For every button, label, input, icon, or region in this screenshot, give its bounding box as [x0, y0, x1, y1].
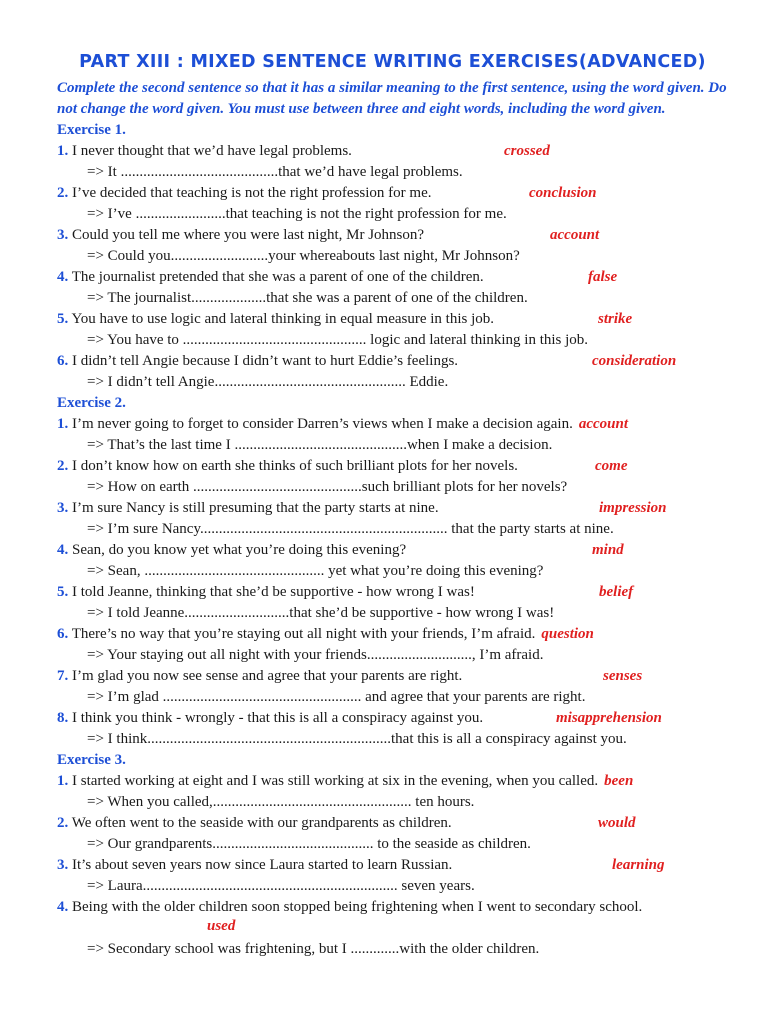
answer-line: => I’m glad ..................................................... and agree that your parents are right.: [87, 689, 586, 705]
answer-line: => I think.................................................................that this is all a conspiracy against you.: [87, 731, 627, 747]
question-number: 3.: [57, 857, 69, 873]
question-line: [57, 309, 728, 330]
question-sentence: There’s no way that you’re staying out all night with your friends, I’m afraid.: [71, 626, 536, 642]
keyword: would: [598, 815, 636, 831]
question-number: 4.: [57, 899, 69, 915]
question-number: 3.: [57, 500, 69, 516]
question-line: [57, 456, 728, 477]
answer-line: => I’ve ........................that teaching is not the right profession for me.: [87, 206, 507, 222]
exercise-heading: Exercise 2.: [57, 395, 126, 411]
question-sentence: The journalist pretended that she was a parent of one of the children.: [71, 269, 484, 285]
answer-line: => When you called,..................................................... ten hours.: [87, 794, 475, 810]
keyword: consideration: [592, 353, 677, 369]
keyword: account: [578, 416, 628, 432]
answer-line: => I told Jeanne............................that she’d be supportive - how wrong I was!: [87, 605, 555, 621]
answer-line: => Could you..........................your whereabouts last night, Mr Johnson?: [87, 248, 520, 264]
keyword: impression: [599, 500, 667, 516]
question-number: 1.: [57, 143, 69, 159]
question-number: 2.: [57, 815, 69, 831]
keyword: misapprehension: [556, 710, 662, 726]
keyword: come: [595, 458, 628, 474]
answer-line: => Laura.................................................................... seven years.: [87, 878, 475, 894]
question-line: [57, 141, 728, 162]
question-line: [57, 897, 728, 918]
question-number: 6.: [57, 626, 69, 642]
answer-line: => The journalist....................that she was a parent of one of the children.: [87, 290, 528, 306]
keyword: been: [604, 773, 634, 789]
question-sentence: It’s about seven years now since Laura started to learn Russian.: [72, 857, 453, 873]
exercise-heading: Exercise 1.: [57, 122, 126, 138]
exercise-heading: Exercise 3.: [57, 752, 126, 768]
answer-line: => Sean, ................................................ yet what you’re doing this evening?: [87, 563, 544, 579]
keyword: senses: [603, 668, 643, 684]
question-sentence: Could you tell me where you were last night, Mr Johnson?: [72, 227, 425, 243]
answer-line: => I didn’t tell Angie................................................... Eddie.: [87, 374, 449, 390]
keyword: conclusion: [529, 185, 597, 201]
keyword-row: [57, 918, 728, 939]
answer-line: => I’m sure Nancy.................................................................. that the party starts at nine.: [87, 521, 614, 537]
question-line: [57, 771, 728, 792]
question-sentence: I didn’t tell Angie because I didn’t want to hurt Eddie’s feelings.: [72, 353, 459, 369]
keyword: mind: [592, 542, 624, 558]
keyword: strike: [598, 311, 633, 327]
question-line: [57, 183, 728, 204]
question-line: [57, 540, 728, 561]
keyword: learning: [612, 857, 665, 873]
question-sentence: I’m glad you now see sense and agree that your parents are right.: [72, 668, 463, 684]
question-number: 2.: [57, 185, 69, 201]
answer-line: => It ..........................................that we’d have legal problems.: [87, 164, 463, 180]
question-sentence: I’m sure Nancy is still presuming that the party starts at nine.: [72, 500, 439, 516]
keyword: question: [541, 626, 594, 642]
keyword: belief: [599, 584, 634, 600]
page-title: PART XIII : MIXED SENTENCE WRITING EXERCISES(ADVANCED): [79, 52, 706, 72]
question-sentence: I think you think - wrongly - that this is all a conspiracy against you.: [72, 710, 484, 726]
keyword: account: [550, 227, 600, 243]
question-number: 1.: [57, 773, 69, 789]
question-number: 2.: [57, 458, 69, 474]
question-sentence: I’m never going to forget to consider Darren’s views when I make a decision again.: [72, 416, 573, 432]
question-number: 1.: [57, 416, 69, 432]
question-sentence: You have to use logic and lateral thinking in equal measure in this job.: [71, 311, 495, 327]
answer-line: => Secondary school was frightening, but I .............with the older children.: [87, 941, 540, 957]
keyword: used: [207, 918, 236, 934]
question-sentence: I started working at eight and I was still working at six in the evening, when you called.: [72, 773, 599, 789]
question-line: [57, 582, 728, 603]
keyword: false: [588, 269, 618, 285]
question-sentence: Being with the older children soon stopped being frightening when I went to secondary school.: [72, 899, 643, 915]
question-sentence: I don’t know how on earth she thinks of such brilliant plots for her novels.: [72, 458, 518, 474]
instructions: Complete the second sentence so that it has a similar meaning to the first sentence, using the word given. Do not change the word given. You must use between three and eight words, including the word given.: [57, 80, 727, 117]
question-line: [57, 708, 728, 729]
question-number: 7.: [57, 668, 69, 684]
question-number: 8.: [57, 710, 69, 726]
question-line: [57, 267, 728, 288]
question-sentence: Sean, do you know yet what you’re doing this evening?: [72, 542, 407, 558]
question-number: 5.: [57, 584, 69, 600]
question-line: [57, 225, 728, 246]
answer-line: => You have to ................................................. logic and lateral thinking in this job.: [87, 332, 589, 348]
question-line: [57, 813, 728, 834]
question-sentence: I told Jeanne, thinking that she’d be supportive - how wrong I was!: [72, 584, 475, 600]
question-number: 4.: [57, 542, 69, 558]
question-line: [57, 855, 728, 876]
question-sentence: I never thought that we’d have legal problems.: [72, 143, 352, 159]
question-number: 4.: [57, 269, 69, 285]
answer-line: => How on earth .............................................such brilliant plots for her novels?: [87, 479, 568, 495]
question-line: [57, 624, 728, 645]
question-number: 5.: [57, 311, 69, 327]
question-line: [57, 414, 728, 435]
keyword: crossed: [504, 143, 550, 159]
question-number: 3.: [57, 227, 69, 243]
question-sentence: I’ve decided that teaching is not the right profession for me.: [72, 185, 432, 201]
answer-line: => Your staying out all night with your friends............................, I’m afraid.: [87, 647, 544, 663]
question-line: [57, 666, 728, 687]
question-number: 6.: [57, 353, 69, 369]
answer-line: => Our grandparents........................................... to the seaside as children.: [87, 836, 531, 852]
question-line: [57, 498, 728, 519]
question-line: [57, 351, 728, 372]
answer-line: => That’s the last time I ..............................................when I make a decision.: [87, 437, 553, 453]
question-sentence: We often went to the seaside with our grandparents as children.: [71, 815, 452, 831]
